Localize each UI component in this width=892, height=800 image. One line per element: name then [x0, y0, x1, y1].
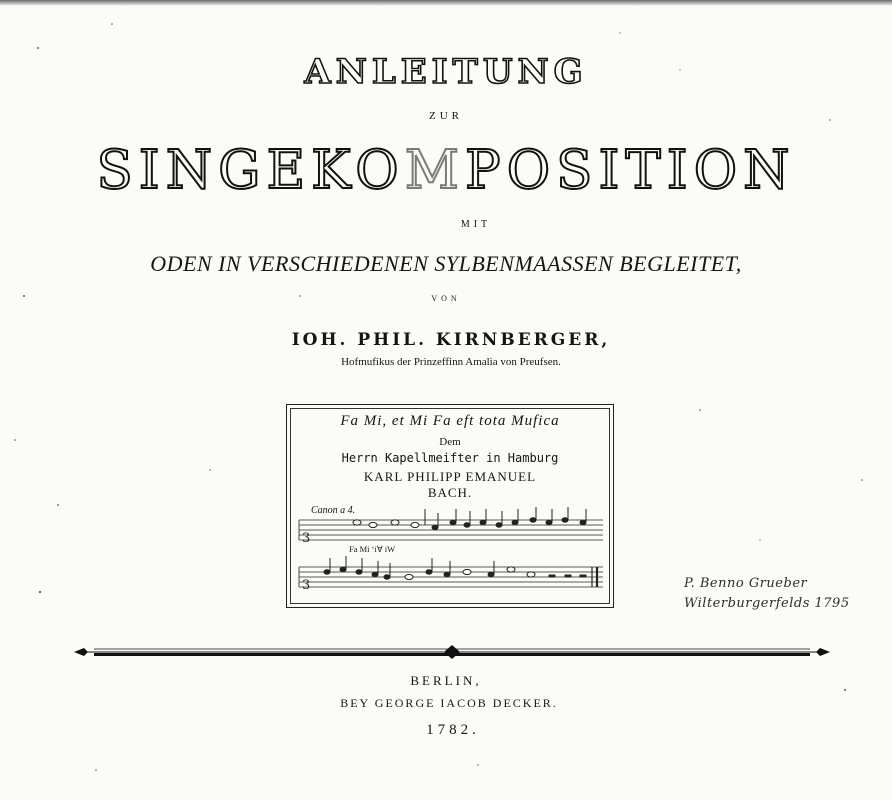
author-position: Hofmufikus der Prinzeffinn Amalia von Preufsen. [341, 356, 561, 368]
dedication-line: Herrn Kapellmeifter in Hamburg [341, 451, 559, 465]
solmization-text: Fa Mi ‘iⱯ iW [349, 544, 396, 554]
imprint-publisher: BEY GEORGE IACOB DECKER. [340, 696, 558, 710]
title-line-anleitung: ANLEITUNG [304, 52, 588, 92]
dedicatee-name: KARL PHILIPP EMANUEL [363, 469, 537, 484]
title-part-a: SINGEKO [96, 140, 405, 201]
canon-score [287, 405, 613, 607]
clef-lower: 3 [302, 578, 311, 593]
owner-inscription [678, 568, 878, 628]
byline-von: VON [431, 294, 461, 303]
title-part-c: POSITION [465, 140, 796, 201]
subtitle: ODEN IN VERSCHIEDENEN SYLBENMAASSEN BEGLEITET, [150, 251, 742, 276]
dedication-dem: Dem [439, 436, 461, 448]
canon-label: Canon a 4. [311, 505, 356, 516]
notes-upper [353, 507, 586, 530]
dedication-vignette [286, 404, 614, 608]
dedicatee-surname: BACH. [427, 485, 473, 500]
inscription-line-2: Wilterburgerfelds 1795 [684, 596, 850, 611]
title-line-singekomposition [0, 140, 892, 201]
imprint-city: BERLIN, [410, 673, 482, 688]
imprint-year: 1782. [426, 722, 480, 738]
inscription-line-1: P. Benno Grueber [684, 576, 808, 591]
dedication-motto: Fa Mi, et Mi Fa eft tota Mufica [340, 413, 560, 429]
author-name: IOH. PHIL. KIRNBERGER, [291, 330, 611, 350]
title-connector-zur: ZUR [429, 110, 463, 122]
clef-upper: 3 [302, 531, 311, 546]
notes-lower [324, 556, 586, 580]
title-part-faded-letter: M [404, 140, 466, 201]
ornamental-rule [74, 642, 830, 662]
title-connector-mit: MIT [460, 219, 492, 230]
